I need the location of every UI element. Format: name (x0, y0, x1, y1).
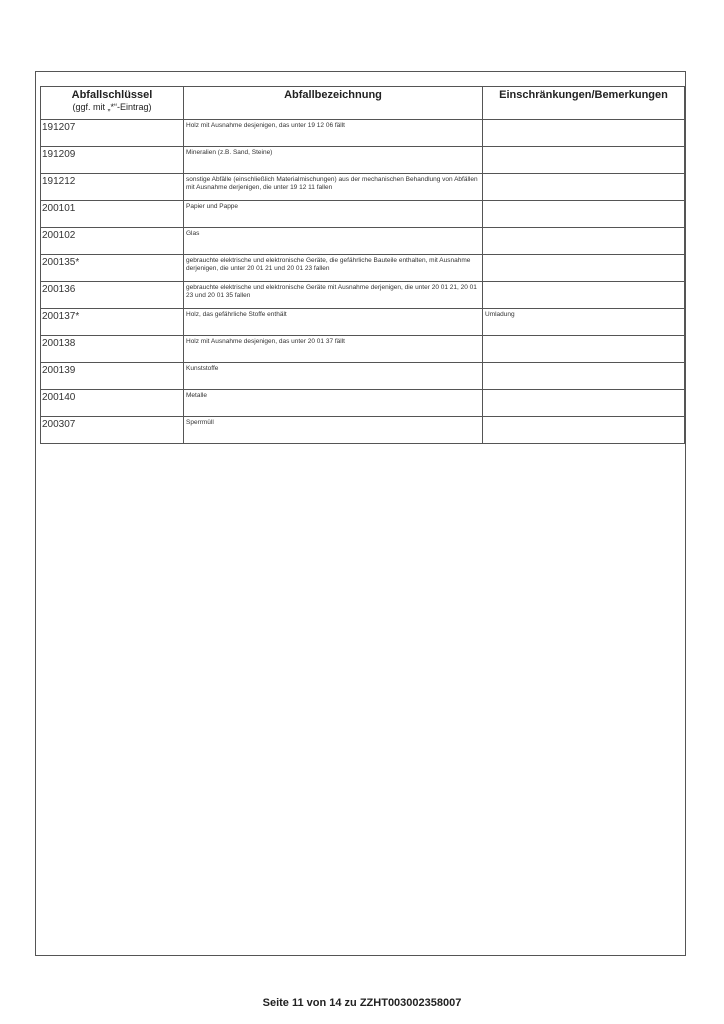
waste-code-cell: 191207 (41, 120, 184, 147)
waste-description-cell: Holz, das gefährliche Stoffe enthält (184, 309, 483, 336)
waste-description-cell: sonstige Abfälle (einschließlich Materialmischungen) aus der mechanischen Behandlung von Abfällen mit Ausnahme derjenigen, die unter 19 12 11 fallen (184, 174, 483, 201)
table-header-row (41, 87, 685, 120)
waste-description-cell: gebrauchte elektrische und elektronische Geräte, die gefährliche Bauteile enthalten, mit Ausnahme derjenigen, die unter 20 01 21 und 20 01 23 fallen (184, 255, 483, 282)
header-waste-description: Abfallbezeichnung (184, 87, 483, 120)
header-waste-code-label: Abfallschlüssel (71, 89, 153, 101)
waste-code-cell: 191209 (41, 147, 184, 174)
table-row (41, 417, 685, 444)
table-row (41, 390, 685, 417)
waste-code-cell: 200307 (41, 417, 184, 444)
waste-description-cell: Glas (184, 228, 483, 255)
waste-description-cell: Kunststoffe (184, 363, 483, 390)
waste-code-cell: 200102 (41, 228, 184, 255)
waste-code-cell: 200138 (41, 336, 184, 363)
table-row (41, 228, 685, 255)
remark-cell (483, 336, 685, 363)
waste-code-cell: 200140 (41, 390, 184, 417)
table-row (41, 174, 685, 201)
waste-code-cell: 200136 (41, 282, 184, 309)
remark-cell (483, 390, 685, 417)
waste-description-cell: Sperrmüll (184, 417, 483, 444)
waste-description-cell: Metalle (184, 390, 483, 417)
remark-cell (483, 120, 685, 147)
waste-code-cell: 200101 (41, 201, 184, 228)
header-waste-code-sublabel: (ggf. mit „*“-Eintrag) (72, 102, 152, 112)
remark-cell (483, 228, 685, 255)
table-row (41, 336, 685, 363)
waste-code-cell: 200139 (41, 363, 184, 390)
waste-code-cell: 200137* (41, 309, 184, 336)
remark-cell (483, 255, 685, 282)
header-remarks: Einschränkungen/Bemerkungen (483, 87, 685, 120)
table-row (41, 255, 685, 282)
waste-description-cell: Holz mit Ausnahme desjenigen, das unter 19 12 06 fällt (184, 120, 483, 147)
waste-description-cell: gebrauchte elektrische und elektronische Geräte mit Ausnahme derjenigen, die unter 20 01 21, 20 01 23 und 20 01 35 fallen (184, 282, 483, 309)
remark-cell (483, 417, 685, 444)
header-waste-code (41, 87, 184, 120)
waste-description-cell: Mineralien (z.B. Sand, Steine) (184, 147, 483, 174)
remark-cell (483, 201, 685, 228)
remark-cell (483, 363, 685, 390)
remark-cell (483, 174, 685, 201)
remark-cell (483, 147, 685, 174)
waste-description-cell: Papier und Pappe (184, 201, 483, 228)
document-frame (35, 71, 686, 956)
page-footer: Seite 11 von 14 zu ZZHT003002358007 (262, 997, 462, 1009)
remark-cell (483, 282, 685, 309)
remark-cell: Umladung (483, 309, 685, 336)
waste-code-cell: 200135* (41, 255, 184, 282)
table-row (41, 201, 685, 228)
table-row (41, 120, 685, 147)
table-row (41, 363, 685, 390)
waste-code-table (40, 86, 685, 444)
table-row (41, 282, 685, 309)
waste-description-cell: Holz mit Ausnahme desjenigen, das unter 20 01 37 fällt (184, 336, 483, 363)
table-row (41, 147, 685, 174)
waste-code-cell: 191212 (41, 174, 184, 201)
table-row (41, 309, 685, 336)
